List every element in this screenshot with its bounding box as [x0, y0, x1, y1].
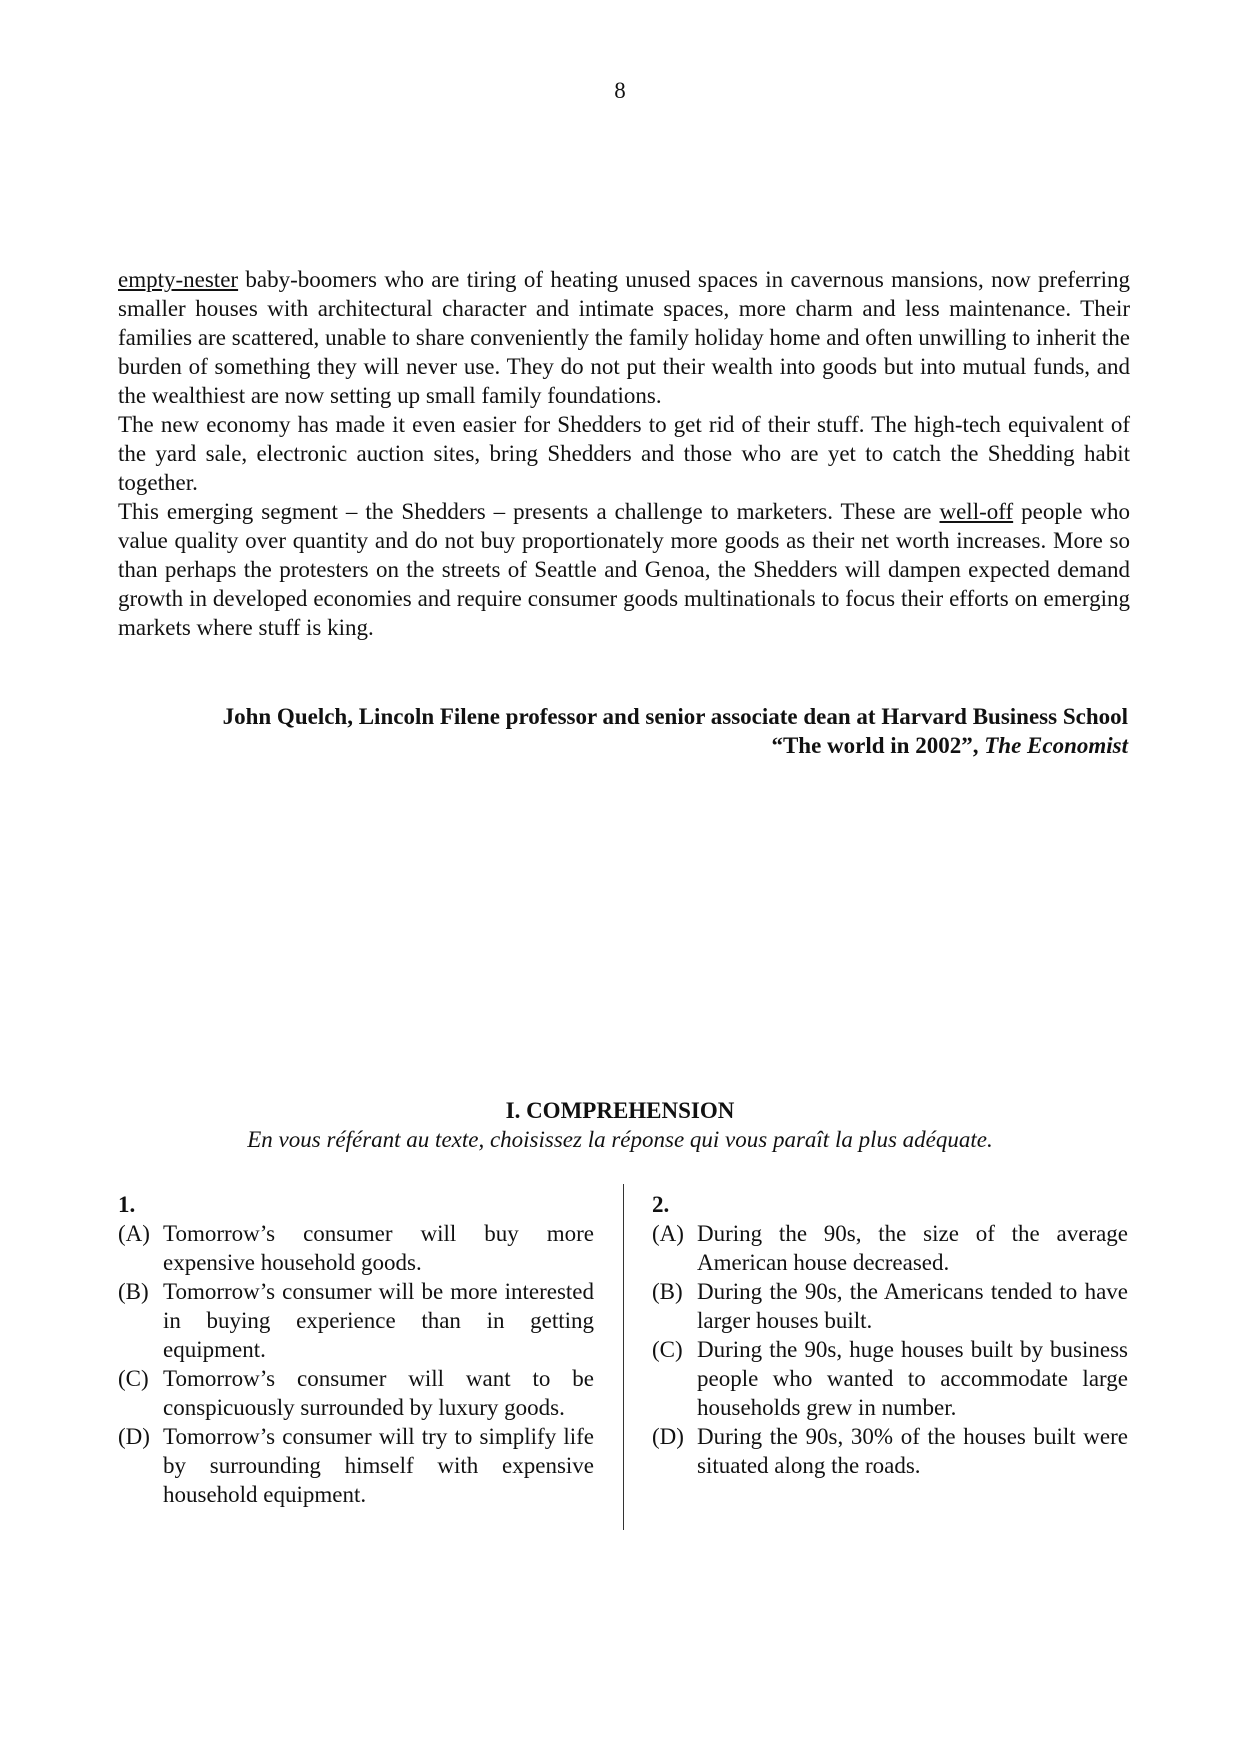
option-text: During the 90s, the size of the average American house decreased. — [697, 1221, 1128, 1275]
question-2 — [652, 1190, 1128, 1480]
question-number: 1. — [118, 1192, 136, 1217]
option-label: (C) — [118, 1366, 149, 1391]
question-2-option-d — [652, 1422, 1128, 1480]
section-heading: I. COMPREHENSION — [505, 1098, 735, 1123]
article-body — [118, 265, 1130, 642]
question-2-option-c — [652, 1335, 1128, 1422]
option-text: Tomorrow’s consumer will be more interested in buying experience than in getting equipment. — [163, 1279, 594, 1362]
question-number: 2. — [652, 1192, 670, 1217]
instructions: En vous référant au texte, choisissez la réponse qui vous paraît la plus adéquate. — [247, 1127, 993, 1152]
page-number: 8 — [614, 78, 626, 103]
underlined-term-empty-nester: empty-nester — [118, 267, 239, 292]
option-label: (A) — [118, 1221, 150, 1246]
option-label: (D) — [652, 1424, 684, 1449]
attribution-source — [223, 731, 1128, 760]
option-text: Tomorrow’s consumer will try to simplify life by surrounding himself with expensive household equipment. — [163, 1424, 594, 1507]
option-label: (A) — [652, 1221, 684, 1246]
option-label: (B) — [652, 1279, 683, 1304]
question-1-option-d — [118, 1422, 594, 1509]
option-text: Tomorrow’s consumer will buy more expensive household goods. — [163, 1221, 594, 1275]
article-paragraph-3 — [118, 497, 1130, 642]
question-1-option-c — [118, 1364, 594, 1422]
attribution-author: John Quelch, Lincoln Filene professor and senior associate dean at Harvard Business School — [222, 704, 1128, 729]
column-divider — [623, 1184, 624, 1530]
option-text: During the 90s, huge houses built by business people who wanted to accommodate large households grew in number. — [697, 1337, 1128, 1420]
underlined-term-well-off: well-off — [939, 499, 1014, 524]
option-text: During the 90s, the Americans tended to have larger houses built. — [697, 1279, 1128, 1333]
option-text: Tomorrow’s consumer will want to be conspicuously surrounded by luxury goods. — [163, 1366, 594, 1420]
article-paragraph-2: The new economy has made it even easier for Shedders to get rid of their stuff. The high-tech equivalent of the yard sale, electronic auction sites, bring Shedders and those who are yet to catch the Shedding habit together. — [118, 412, 1130, 495]
option-label: (D) — [118, 1424, 150, 1449]
question-1-option-a — [118, 1219, 594, 1277]
paragraph-3-text-after: people who value quality over quantity and do not buy proportionately more goods as their net worth increases. More so than perhaps the protesters on the streets of Seattle and Genoa, the Shedders will dampen expected demand growth in developed economies and require consumer goods multinationals to focus their efforts on emerging markets where stuff is king. — [118, 499, 1131, 640]
option-label: (B) — [118, 1279, 149, 1304]
question-1 — [118, 1190, 594, 1509]
source-title: “The world in 2002”, — [771, 733, 979, 758]
attribution — [223, 702, 1128, 760]
article-paragraph-1 — [118, 265, 1130, 410]
option-text: During the 90s, 30% of the houses built were situated along the roads. — [697, 1424, 1128, 1478]
publication-name: The Economist — [984, 733, 1128, 758]
option-label: (C) — [652, 1337, 683, 1362]
question-2-option-b — [652, 1277, 1128, 1335]
paragraph-3-text-before: This emerging segment – the Shedders – presents a challenge to marketers. These are — [118, 499, 940, 524]
question-1-option-b — [118, 1277, 594, 1364]
question-2-option-a — [652, 1219, 1128, 1277]
paragraph-1-text: baby-boomers who are tiring of heating unused spaces in cavernous mansions, now preferring smaller houses with architectural character and intimate spaces, more charm and less maintenance. Their families are scattered, unable to share conveniently the family holiday home and often unwilling to inherit the burden of something they will never use. They do not put their wealth into goods but into mutual funds, and the wealthiest are now setting up small family foundations. — [118, 267, 1130, 408]
